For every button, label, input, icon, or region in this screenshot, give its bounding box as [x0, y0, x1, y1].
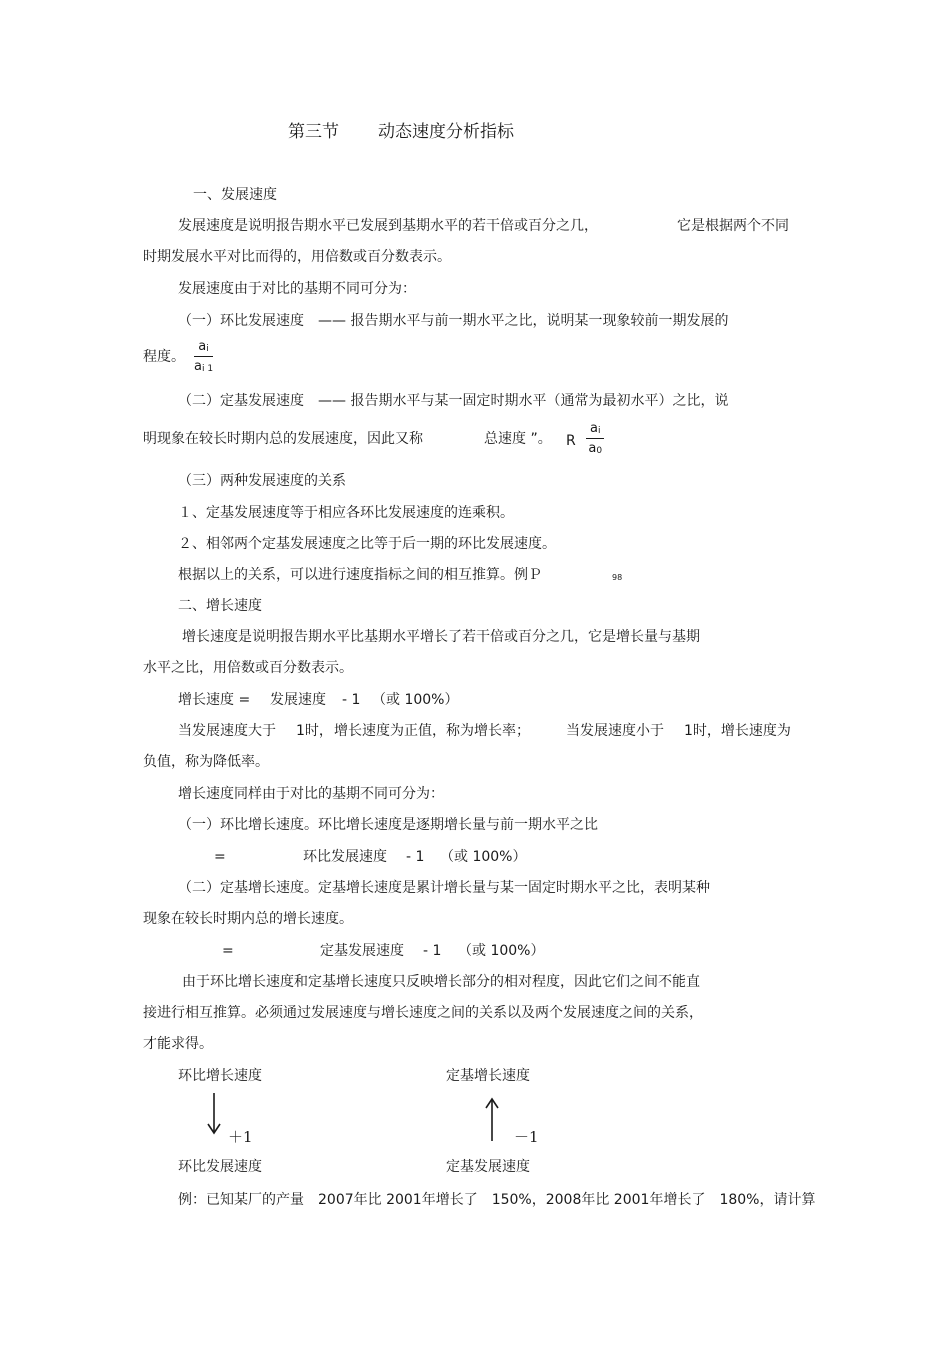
paragraph-text: 增长速度是说明报告期水平比基期水平增长了若干倍或百分之几，它是增长量与基期	[182, 629, 700, 645]
paragraph-text: 总速度 ”。	[484, 431, 552, 447]
paragraph-text: 根据以上的关系，可以进行速度指标之间的相互推算。例Ｐ	[178, 567, 542, 583]
paragraph-text: 时期发展水平对比而得的，用倍数或百分数表示。	[143, 249, 451, 265]
paragraph-text: 1时，增长速度为	[684, 723, 791, 739]
diagram-label-fixed-base-development: 定基发展速度	[446, 1159, 530, 1175]
arrow-up-icon	[482, 1096, 502, 1142]
paragraph-text: 它是根据两个不同	[677, 218, 789, 234]
page-reference: 98	[612, 573, 623, 582]
paragraph-text: 1时，	[296, 723, 333, 739]
list-item: ２、相邻两个定基发展速度之比等于后一期的环比发展速度。	[178, 536, 556, 552]
diagram-operator-minus: －1	[514, 1128, 539, 1146]
subheading-relationship: （三）两种发展速度的关系	[178, 473, 346, 489]
paragraph-text: —— 报告期水平与某一固定时期水平（通常为最初水平）之比，说	[318, 393, 729, 409]
diagram-label-chain-growth: 环比增长速度	[178, 1068, 262, 1084]
diagram-label-chain-development: 环比发展速度	[178, 1159, 262, 1175]
paragraph-text: 接进行相互推算。必须通过发展速度与增长速度之间的关系以及两个发展速度之间的关系，	[143, 1005, 703, 1021]
paragraph-text: 才能求得。	[143, 1036, 213, 1052]
paragraph-text: 程度。	[143, 349, 185, 365]
paragraph-text: 水平之比，用倍数或百分数表示。	[143, 660, 353, 676]
paragraph-text: 当发展速度大于	[178, 723, 276, 739]
formula-chain-development: $\frac{ai}{ai 1}$	[194, 339, 214, 374]
paragraph-text: 负值，称为降低率。	[143, 754, 269, 770]
fraction-denominator: a	[194, 359, 202, 374]
paragraph-text: 增长速度为正值，称为增长率；	[334, 723, 530, 739]
paragraph-text: 由于环比增长速度和定基增长速度只反映增长部分的相对程度，因此它们之间不能直	[182, 974, 700, 990]
paragraph-text: 发展速度由于对比的基期不同可分为：	[178, 281, 416, 297]
formula-symbol-r: R	[566, 433, 576, 449]
paragraph-text: 发展速度是说明报告期水平已发展到基期水平的若干倍或百分之几，	[178, 218, 598, 234]
paragraph-text: 当发展速度小于	[566, 723, 664, 739]
heading-growth-speed: 二、增长速度	[178, 598, 262, 614]
paragraph-text: 增长速度同样由于对比的基期不同可分为：	[178, 786, 444, 802]
fraction-numerator: a	[198, 339, 207, 354]
fraction-denominator: a	[588, 441, 597, 456]
paragraph-text: 现象在较长时期内总的增长速度。	[143, 911, 353, 927]
fraction-numerator: a	[590, 421, 598, 436]
diagram-label-fixed-base-growth: 定基增长速度	[446, 1068, 530, 1084]
arrow-down-icon	[204, 1092, 224, 1136]
example-text: 例：已知某厂的产量 2007年比 2001年增长了 150%，2008年比 2001年增长了 180%，请计算	[178, 1192, 816, 1208]
list-item: １、定基发展速度等于相应各环比发展速度的连乘积。	[178, 505, 514, 521]
formula-fixed-base-development: $\frac{ai}{a0}$	[586, 421, 604, 456]
paragraph-text: 明现象在较长时期内总的发展速度，因此又称	[143, 431, 423, 447]
subheading-chain-growth: （一）环比增长速度。环比增长速度是逐期增长量与前一期水平之比	[178, 817, 598, 833]
paragraph-text: —— 报告期水平与前一期水平之比，说明某一现象较前一期发展的	[318, 313, 729, 329]
subheading-chain-development: （一）环比发展速度	[178, 313, 304, 329]
subheading-fixed-base-growth: （二）定基增长速度。定基增长速度是累计增长量与某一固定时期水平之比，表明某种	[178, 880, 710, 896]
section-name: 动态速度分析指标	[378, 122, 514, 142]
diagram-operator-plus: ＋1	[228, 1128, 253, 1146]
heading-development-speed: 一、发展速度	[193, 187, 277, 203]
subheading-fixed-base-development: （二）定基发展速度	[178, 393, 304, 409]
section-number: 第三节	[288, 122, 339, 142]
